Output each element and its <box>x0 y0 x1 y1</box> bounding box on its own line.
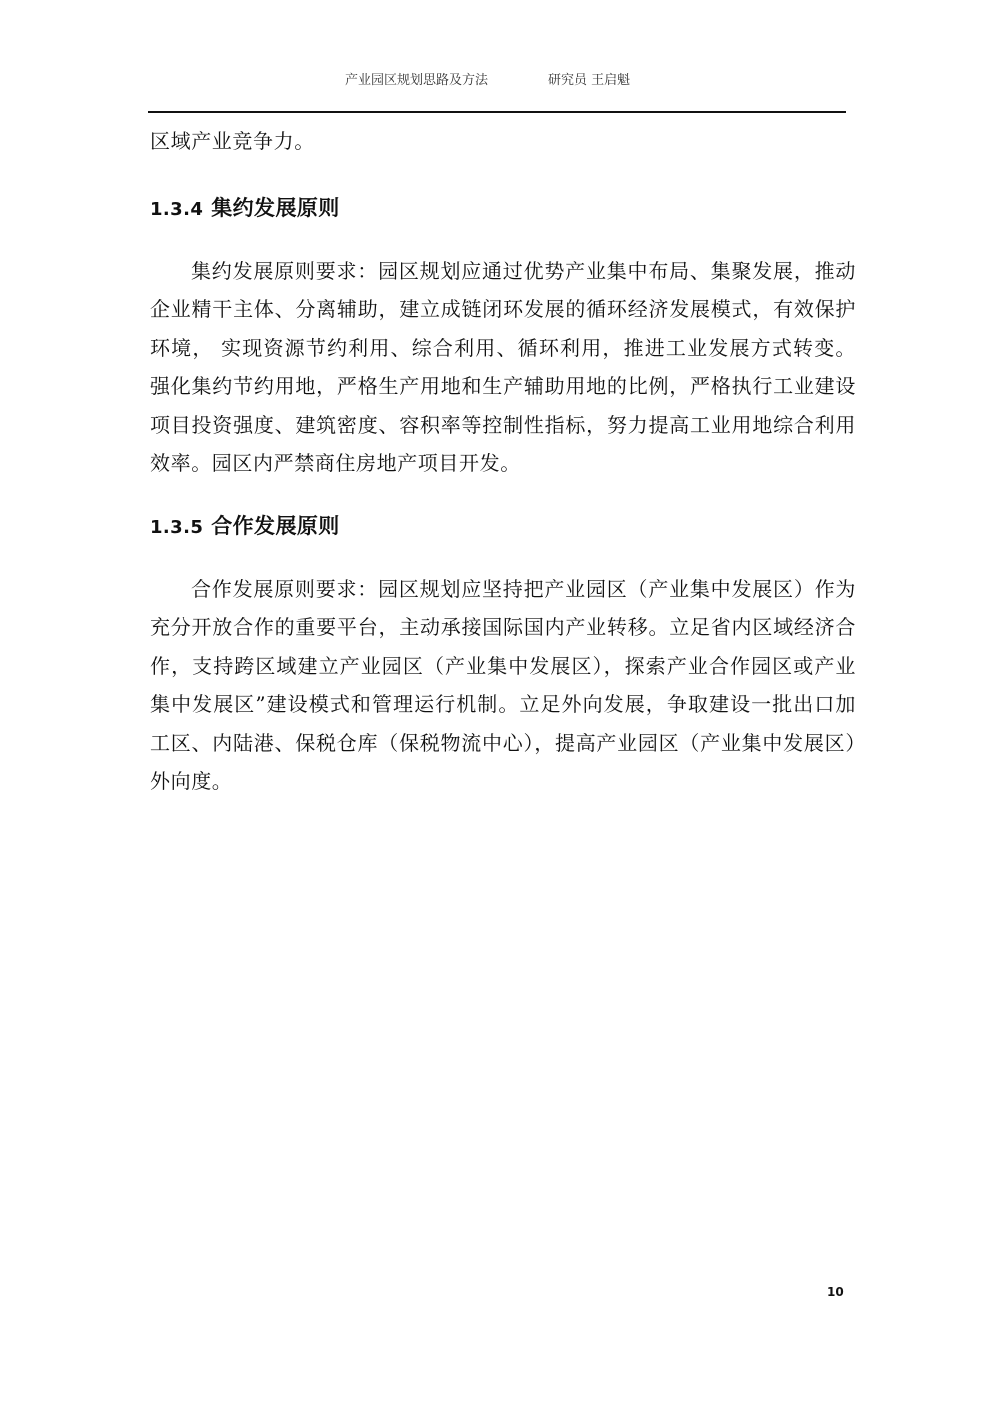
section-heading-1-3-5 <box>150 511 856 543</box>
header-author: 研究员 王启魁 <box>548 73 631 88</box>
header-title: 产业园区规划思路及方法 <box>345 73 489 88</box>
page-header <box>148 64 846 100</box>
section-number: 1.3.4 <box>150 198 204 220</box>
section-paragraph-1-3-4: 集约发展原则要求：园区规划应通过优势产业集中布局、集聚发展，推动企业精干主体、分离辅助，建立成链闭环发展的循环经济发展模式，有效保护环境， 实现资源节约利用、综合利用、循环利用，推进工业发展方式转变。强化集约节约用地，严格生产用地和生产辅助用地的比例，严格执行工业建设项目投资强度、建筑密度、容积率等控制性指标，努力提高工业用地综合利用效率。园区内严禁商住房地产项目开发。 <box>150 258 856 475</box>
section-paragraph-1-3-5: 合作发展原则要求：园区规划应坚持把产业园区（产业集中发展区）作为充分开放合作的重要平台，主动承接国际国内产业转移。立足省内区域经济合作，支持跨区域建立产业园区（产业集中发展区），探索产业合作园区或产业集中发展区”建设模式和管理运行机制。立足外向发展，争取建设一批出口加工区、内陆港、保税仓库（保税物流中心），提高产业园区（产业集中发展区）外向度。 <box>150 576 856 793</box>
section-title: 合作发展原则 <box>211 513 340 538</box>
section-heading-1-3-4 <box>150 193 856 225</box>
section-number: 1.3.5 <box>150 516 204 538</box>
document-body <box>150 122 856 801</box>
page-number: 10 <box>827 1285 844 1299</box>
header-divider <box>148 111 846 113</box>
continued-paragraph: 区域产业竞争力。 <box>150 129 315 153</box>
section-title: 集约发展原则 <box>211 195 340 220</box>
